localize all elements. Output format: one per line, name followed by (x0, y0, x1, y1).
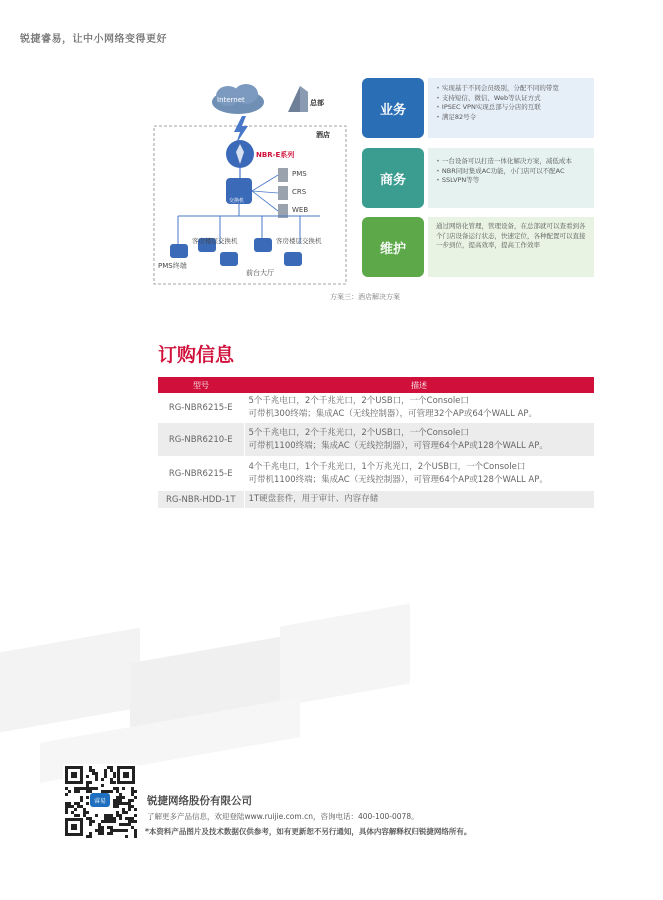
description-cell (244, 491, 594, 509)
table-row (158, 393, 594, 423)
category-commerce (362, 148, 594, 208)
contact-info: 了解更多产品信息，欢迎登陆www.ruijie.com.cn，咨询电话：400-100-0078。 (147, 812, 419, 821)
description-line: 5个千兆电口，2个千兆光口，2个USB口，一个Console口 (248, 396, 469, 406)
order-table (158, 377, 594, 509)
category-panel (428, 217, 594, 277)
description-cell (244, 423, 594, 457)
category-text: 通过网络化管理，管理设备，在总部就可以查看到各个门店设备运行状态，快速定位，各种配置可以直接一步到位，提高效率，提高工作效率 (436, 222, 586, 249)
category-tile: 业务 (362, 78, 424, 138)
list-item: • SSLVPN等等 (436, 176, 590, 186)
model-cell: RG-NBR-HDD-1T (158, 491, 244, 509)
figure-caption: 方案三：酒店解决方案 (330, 293, 400, 301)
hotel-label: 酒店 (316, 131, 330, 139)
description-line: 可带机1100终端；集成AC（无线控制器），可管理64个AP或128个WALL AP。 (248, 474, 548, 485)
model-cell: RG-NBR6215-E (158, 393, 244, 423)
list-item: • 一台设备可以打造一体化解决方案，减低成本 (436, 157, 590, 167)
internet-label: Internet (217, 96, 245, 104)
decorative-shape (0, 628, 140, 733)
description-cell (244, 393, 594, 423)
lobby-label: 前台大厅 (246, 269, 274, 277)
description-cell (244, 457, 594, 491)
core-switch-label: 交换机 (229, 198, 245, 204)
floor-switch-label-a: 客房楼层交换机 (192, 237, 238, 245)
server-label-web: WEB (292, 206, 309, 214)
category-panel (428, 148, 594, 208)
company-name: 锐捷网络股份有限公司 (147, 795, 252, 807)
description-line: 1T硬盘套件，用于审计、内容存储 (248, 494, 379, 505)
decorative-shape (280, 604, 410, 707)
server-label-pms: PMS (292, 170, 307, 178)
category-tile: 维护 (362, 217, 424, 277)
list-item: • 实现基于不同会员级别，分配不同的带宽 (436, 84, 590, 94)
description-line: 可带机1100终端；集成AC（无线控制器），可管理64个AP或128个WALL AP。 (248, 440, 548, 451)
model-cell: RG-NBR6215-E (158, 457, 244, 491)
list-item: • IPSEC VPN实现总部与分店的互联 (436, 103, 590, 113)
floor-switch-label-b: 客房楼层交换机 (276, 237, 322, 245)
category-tile: 商务 (362, 148, 424, 208)
disclaimer: *本资料产品图片及技术数据仅供参考，如有更新恕不另行通知，具体内容解释权归锐捷网络所有。 (145, 827, 472, 836)
description-line: 4个千兆电口，1个千兆光口，1个万兆光口，2个USB口，一个Console口 (248, 462, 526, 472)
list-item: • 支持短信、微信、Web等认证方式 (436, 94, 590, 104)
qr-code (63, 764, 137, 838)
pms-terminal-label: PMS终端 (158, 262, 187, 270)
network-diagram (150, 74, 350, 289)
description-line: 可带机300终端；集成AC（无线控制器），可管理32个AP或64个WALL AP。 (248, 408, 538, 419)
hq-label: 总部 (310, 99, 324, 107)
gateway-label: NBR-E系列 (256, 151, 295, 159)
page-slogan: 锐捷睿易，让中小网络变得更好 (20, 34, 167, 45)
server-label-crs: CRS (292, 188, 307, 196)
category-maintenance (362, 217, 594, 277)
table-row (158, 491, 594, 509)
category-business (362, 78, 594, 138)
lightning-icon (234, 116, 248, 144)
server-icon (278, 168, 288, 182)
description-line: 5个千兆电口，2个千兆光口，2个USB口，一个Console口 (248, 428, 469, 438)
category-panel (428, 78, 594, 138)
column-header-model: 型号 (158, 377, 244, 393)
column-header-description: 描述 (244, 377, 594, 393)
qr-center-label: 睿易 (93, 798, 107, 805)
model-cell: RG-NBR6210-E (158, 423, 244, 457)
qr-code-icon (63, 764, 137, 838)
table-row (158, 423, 594, 457)
section-title: 订购信息 (158, 344, 235, 366)
list-item: • NBR同时集成AC功能，小门店可以不配AC (436, 167, 590, 177)
table-header-row (158, 377, 594, 393)
list-item: • 满足82号令 (436, 113, 590, 123)
table-row (158, 457, 594, 491)
